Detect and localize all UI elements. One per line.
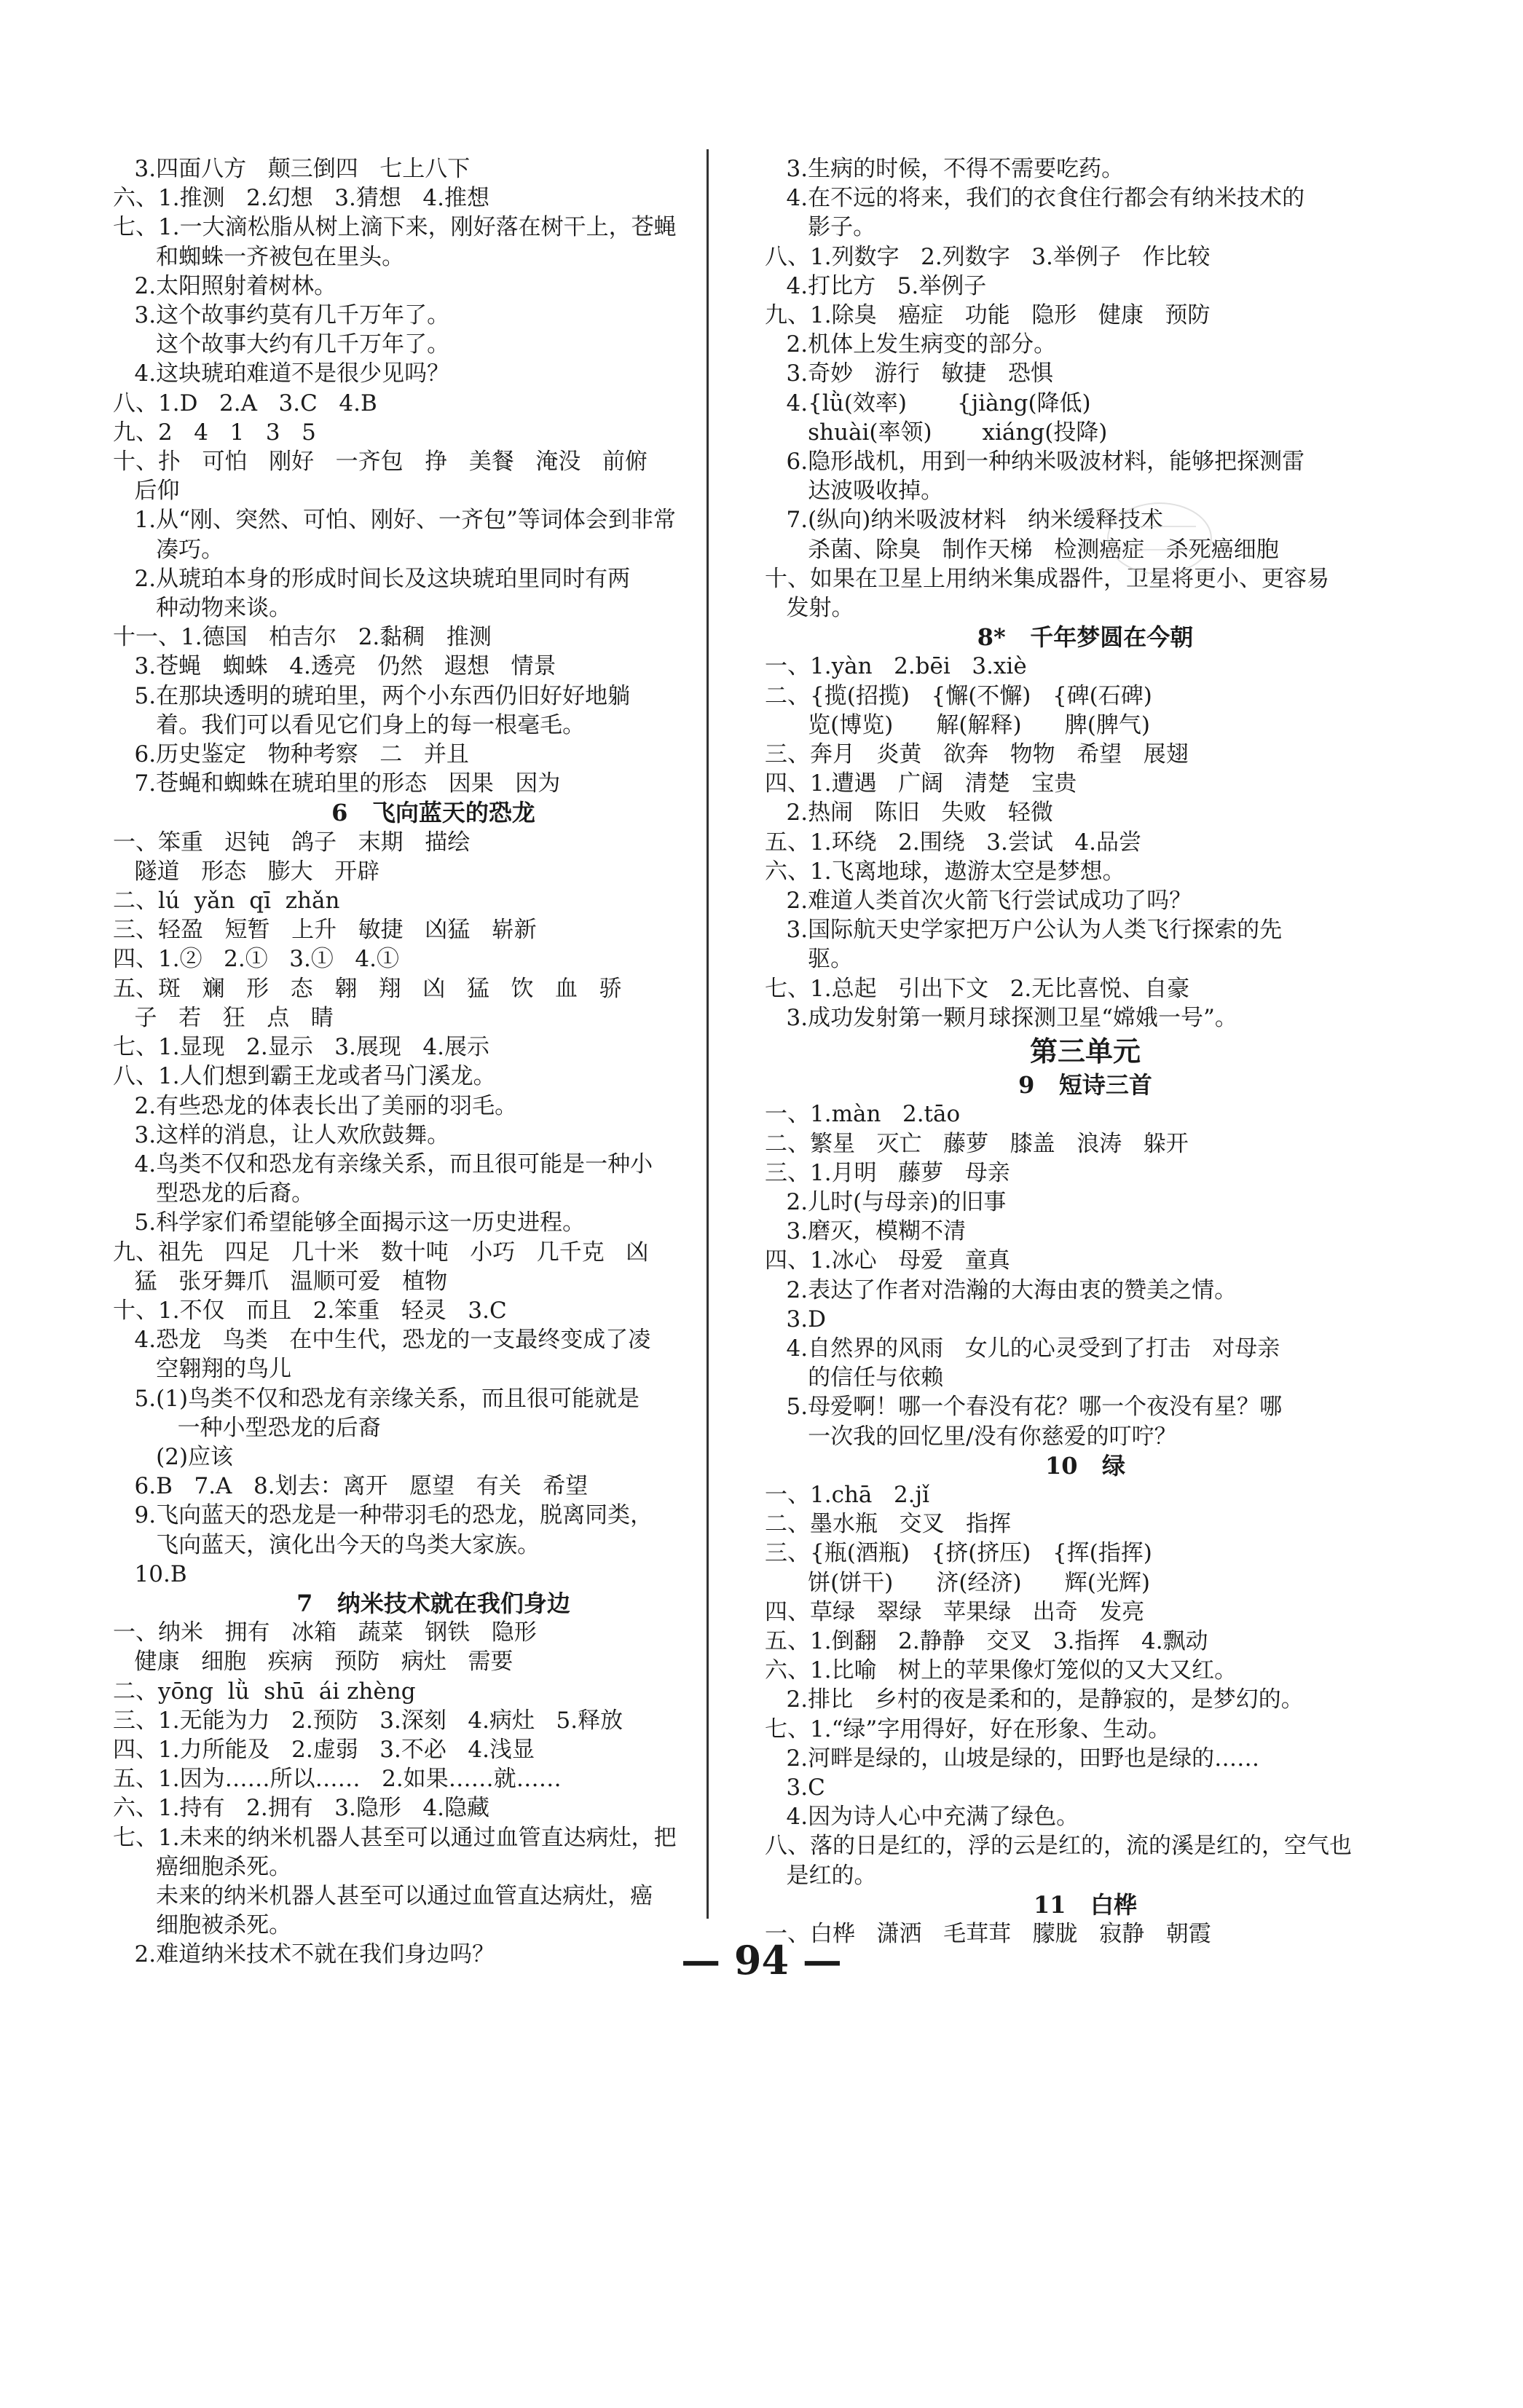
answer-line: 十、扑 可怕 刚好 一齐包 挣 美餐 淹没 前俯 [113, 449, 648, 475]
answer-line: 10.B [113, 1560, 187, 1587]
stamp-watermark-icon [1107, 502, 1212, 575]
answer-line: 2.从琥珀本身的形成时间长及这块琥珀里同时有两 [113, 565, 631, 592]
answer-line: 达波吸收掉。 [765, 478, 944, 505]
answer-line: 一、白桦 潇洒 毛茸茸 朦胧 寂静 朝霞 [765, 1920, 1211, 1947]
answer-line: 是红的。 [765, 1862, 877, 1889]
answer-line: 3.C [765, 1774, 825, 1801]
answer-line: 6.隐形战机，用到一种纳米吸波材料，能够把探测雷 [765, 449, 1305, 475]
answer-line: 2.机体上发生病变的部分。 [765, 331, 1057, 358]
answer-line: 八、落的日是红的，浮的云是红的，流的溪是红的，空气也 [765, 1833, 1352, 1860]
answer-line: 空翱翔的鸟儿 [113, 1356, 292, 1383]
answer-line: 这个故事大约有几千万年了。 [113, 331, 450, 358]
page-number: — 94 — [681, 1937, 842, 1983]
answer-line: 未来的纳米机器人甚至可以通过血管直达病灶，癌 [113, 1882, 653, 1909]
answer-line: 三、轻盈 短暂 上升 敏捷 凶猛 崭新 [113, 917, 537, 944]
answer-line: 猛 张牙舞爪 温顺可爱 植物 [113, 1268, 448, 1295]
answer-line: 健康 细胞 疾病 预防 病灶 需要 [113, 1649, 513, 1675]
answer-line: 2.难道人类首次火箭飞行尝试成功了吗？ [765, 888, 1192, 915]
answer-line: 驱。 [765, 946, 854, 973]
answer-line: 3.国际航天史学家把万户公认为人类飞行探索的先 [765, 917, 1283, 944]
answer-line: 十、1.不仅 而且 2.笨重 轻灵 3.C [113, 1297, 507, 1324]
answer-line: 四、1.力所能及 2.虚弱 3.不必 4.浅显 [113, 1736, 535, 1763]
answer-line: 隧道 形态 膨大 开辟 [113, 858, 380, 885]
answer-line: 三、1.月明 藤萝 母亲 [765, 1159, 1010, 1186]
answer-line: 五、1.因为……所以…… 2.如果……就…… [113, 1766, 562, 1793]
answer-line: 三、奔月 炎黄 欲奔 物物 希望 展翅 [765, 741, 1189, 768]
answer-line: 二、{揽(招揽) {懈(不懈) {碑(石碑) [765, 682, 1152, 709]
lesson-heading: 11 白桦 [1034, 1890, 1137, 1919]
answer-line: 着。我们可以看见它们身上的每一根毫毛。 [113, 711, 586, 738]
answer-line: 2.排比 乡村的夜是柔和的，是静寂的，是梦幻的。 [765, 1686, 1304, 1713]
answer-line: 3.四面八方 颠三倒四 七上八下 [113, 156, 471, 182]
answer-line: 5.在那块透明的琥珀里，两个小东西仍旧好好地躺 [113, 682, 631, 709]
answer-line: 2.难道纳米技术不就在我们身边吗？ [113, 1941, 495, 1968]
lesson-heading: 9 短诗三首 [1018, 1071, 1152, 1100]
answer-line: 二、yōng lǜ shū ái zhèng [113, 1678, 416, 1705]
answer-line: 五、1.倒翻 2.静静 交叉 3.指挥 4.飘动 [765, 1627, 1208, 1654]
answer-line: 3.磨灭，模糊不清 [765, 1218, 967, 1245]
answer-line: 七、1.总起 引出下文 2.无比喜悦、自豪 [765, 975, 1190, 1002]
answer-line: 四、草绿 翠绿 苹果绿 出奇 发亮 [765, 1598, 1145, 1625]
answer-line: 六、1.飞离地球，遨游太空是梦想。 [765, 858, 1125, 885]
answer-line: 4.鸟类不仅和恐龙有亲缘关系，而且很可能是一种小 [113, 1150, 653, 1177]
answer-line: 影子。 [765, 214, 876, 241]
answer-line: 2.有些恐龙的体表长出了美丽的羽毛。 [113, 1092, 518, 1119]
answer-line: 7.苍蝇和蜘蛛在琥珀里的形态 因果 因为 [113, 770, 561, 797]
answer-line: 9.飞向蓝天的恐龙是一种带羽毛的恐龙，脱离同类， [113, 1502, 653, 1529]
answer-line: 一、笨重 迟钝 鸽子 末期 描绘 [113, 829, 471, 856]
answer-line: 1.从“刚、突然、可怕、刚好、一齐包”等词体会到非常 [113, 507, 676, 534]
answer-line: 后仰 [113, 478, 180, 505]
answer-line: 二、繁星 灭亡 藤萝 膝盖 浪涛 躲开 [765, 1130, 1189, 1157]
answer-line: 的信任与依赖 [765, 1365, 944, 1391]
answer-line: 凑巧。 [113, 536, 224, 563]
column-divider [707, 149, 709, 1919]
answer-line: 八、1.人们想到霸王龙或者马门溪龙。 [113, 1063, 496, 1090]
answer-line: 一、1.chā 2.jǐ [765, 1481, 930, 1508]
answer-line: 3.这个故事约莫有几千万年了。 [113, 302, 450, 329]
answer-line: 6.历史鉴定 物种考察 二 并且 [113, 741, 469, 768]
left-column [113, 154, 754, 1970]
answer-line: 一、纳米 拥有 冰箱 蔬菜 钢铁 隐形 [113, 1619, 537, 1646]
answer-line: 八、1.D 2.A 3.C 4.B [113, 390, 377, 417]
answer-line: 4.自然界的风雨 女儿的心灵受到了打击 对母亲 [765, 1335, 1280, 1362]
answer-line: 4.打比方 5.举例子 [765, 272, 987, 299]
answer-line: 九、祖先 四足 几十米 数十吨 小巧 几千克 凶 [113, 1239, 649, 1266]
answer-line: 一、1.yàn 2.bēi 3.xiè [765, 653, 1027, 680]
answer-line: 7.(纵向)纳米吸波材料 纳米缓释技术 [765, 507, 1163, 534]
answer-line: 细胞被杀死。 [113, 1912, 292, 1939]
answer-line: 2.热闹 陈旧 失败 轻微 [765, 800, 1053, 826]
answer-line: 览(博览) 解(解释) 脾(脾气) [765, 711, 1150, 738]
answer-line: 飞向蓝天，演化出今天的鸟类大家族。 [113, 1531, 540, 1558]
answer-line: 3.苍蝇 蜘蛛 4.透亮 仍然 遐想 情景 [113, 653, 556, 680]
answer-line: 一、1.màn 2.tāo [765, 1101, 961, 1128]
answer-line: 六、1.比喻 树上的苹果像灯笼似的又大又红。 [765, 1657, 1237, 1684]
answer-line: 四、1.遭遇 广阔 清楚 宝贵 [765, 770, 1077, 797]
answer-line: 三、1.无能为力 2.预防 3.深刻 4.病灶 5.释放 [113, 1707, 623, 1734]
answer-line: 一种小型恐龙的后裔 [113, 1414, 381, 1441]
answer-line: 和蜘蛛一齐被包在里头。 [113, 243, 405, 270]
unit-heading: 第三单元 [1029, 1035, 1141, 1068]
answer-line: 3.这样的消息，让人欢欣鼓舞。 [113, 1121, 450, 1148]
answer-line: 6.B 7.A 8.划去：离开 愿望 有关 希望 [113, 1473, 589, 1500]
answer-line: 十一、1.德国 柏吉尔 2.黏稠 推测 [113, 624, 492, 651]
answer-line: 4.{lǜ(效率) {jiàng(降低) [765, 390, 1091, 417]
answer-line: 5.科学家们希望能够全面揭示这一历史进程。 [113, 1209, 586, 1236]
answer-line: 3.D [765, 1306, 826, 1333]
answer-line: 七、1.一大滴松脂从树上滴下来，刚好落在树干上，苍蝇 [113, 214, 677, 241]
lesson-heading: 6 飞向蓝天的恐龙 [331, 799, 535, 827]
answer-line: 七、1.“绿”字用得好，好在形象、生动。 [765, 1716, 1171, 1742]
answer-line: 一次我的回忆里/没有你慈爱的叮咛？ [765, 1423, 1177, 1450]
answer-line: shuài(率领) xiáng(投降) [765, 419, 1108, 446]
answer-line: 2.儿时(与母亲)的旧事 [765, 1188, 1007, 1215]
answer-line: 3.生病的时候，不得不需要吃药。 [765, 156, 1125, 182]
answer-line: (2)应该 [113, 1443, 234, 1470]
answer-line: 2.太阳照射着树林。 [113, 272, 337, 299]
answer-line: 六、1.推测 2.幻想 3.猜想 4.推想 [113, 185, 489, 212]
answer-line: 4.在不远的将来，我们的衣食住行都会有纳米技术的 [765, 185, 1305, 212]
answer-line: 5.(1)鸟类不仅和恐龙有亲缘关系，而且很可能就是 [113, 1385, 640, 1412]
answer-line: 饼(饼干) 济(经济) 辉(光辉) [765, 1569, 1150, 1596]
answer-line: 癌细胞杀死。 [113, 1853, 292, 1880]
answer-line: 种动物来谈。 [113, 595, 292, 622]
answer-line: 九、1.除臭 癌症 功能 隐形 健康 预防 [765, 302, 1211, 329]
answer-line: 型恐龙的后裔。 [113, 1180, 315, 1207]
answer-line: 六、1.持有 2.拥有 3.隐形 4.隐藏 [113, 1795, 489, 1822]
answer-line: 五、斑 斓 形 态 翱 翔 凶 猛 饮 血 骄 [113, 975, 622, 1002]
answer-line: 发射。 [765, 595, 854, 622]
answer-line: 二、lú yǎn qī zhǎn [113, 888, 340, 915]
answer-line: 三、{瓶(酒瓶) {挤(挤压) {挥(指挥) [765, 1540, 1152, 1567]
answer-line: 3.奇妙 游行 敏捷 恐惧 [765, 360, 1053, 387]
answer-line: 3.成功发射第一颗月球探测卫星“嫦娥一号”。 [765, 1004, 1237, 1031]
answer-line: 八、1.列数字 2.列数字 3.举例子 作比较 [765, 243, 1211, 270]
answer-line: 二、墨水瓶 交叉 指挥 [765, 1511, 1012, 1538]
right-column [765, 154, 1406, 1949]
lesson-heading: 7 纳米技术就在我们身边 [296, 1589, 570, 1617]
lesson-heading: 8* 千年梦圆在今朝 [977, 623, 1194, 652]
answer-line: 4.恐龙 鸟类 在中生代，恐龙的一支最终变成了凌 [113, 1327, 651, 1354]
answer-line: 十、如果在卫星上用纳米集成器件，卫星将更小、更容易 [765, 565, 1329, 592]
lesson-heading: 10 绿 [1045, 1451, 1125, 1480]
answer-line: 2.河畔是绿的，山坡是绿的，田野也是绿的…… [765, 1745, 1260, 1772]
answer-line: 4.因为诗人心中充满了绿色。 [765, 1804, 1079, 1831]
answer-line: 七、1.显现 2.显示 3.展现 4.展示 [113, 1034, 489, 1061]
answer-line: 四、1.② 2.① 3.① 4.① [113, 946, 399, 973]
answer-line: 4.这块琥珀难道不是很少见吗？ [113, 360, 450, 387]
answer-line: 5.母爱啊！哪一个春没有花？哪一个夜没有星？哪 [765, 1394, 1283, 1421]
answer-line: 七、1.未来的纳米机器人甚至可以通过血管直达病灶，把 [113, 1824, 677, 1851]
answer-line: 杀菌、除臭 制作天梯 检测癌症 杀死癌细胞 [765, 536, 1279, 563]
answer-line: 九、2 4 1 3 5 [113, 419, 316, 446]
answer-line: 2.表达了作者对浩瀚的大海由衷的赞美之情。 [765, 1276, 1237, 1303]
answer-line: 子 若 狂 点 睛 [113, 1004, 334, 1031]
answer-line: 四、1.冰心 母爱 童真 [765, 1247, 1010, 1274]
answer-line: 五、1.环绕 2.围绕 3.尝试 4.品尝 [765, 829, 1141, 856]
